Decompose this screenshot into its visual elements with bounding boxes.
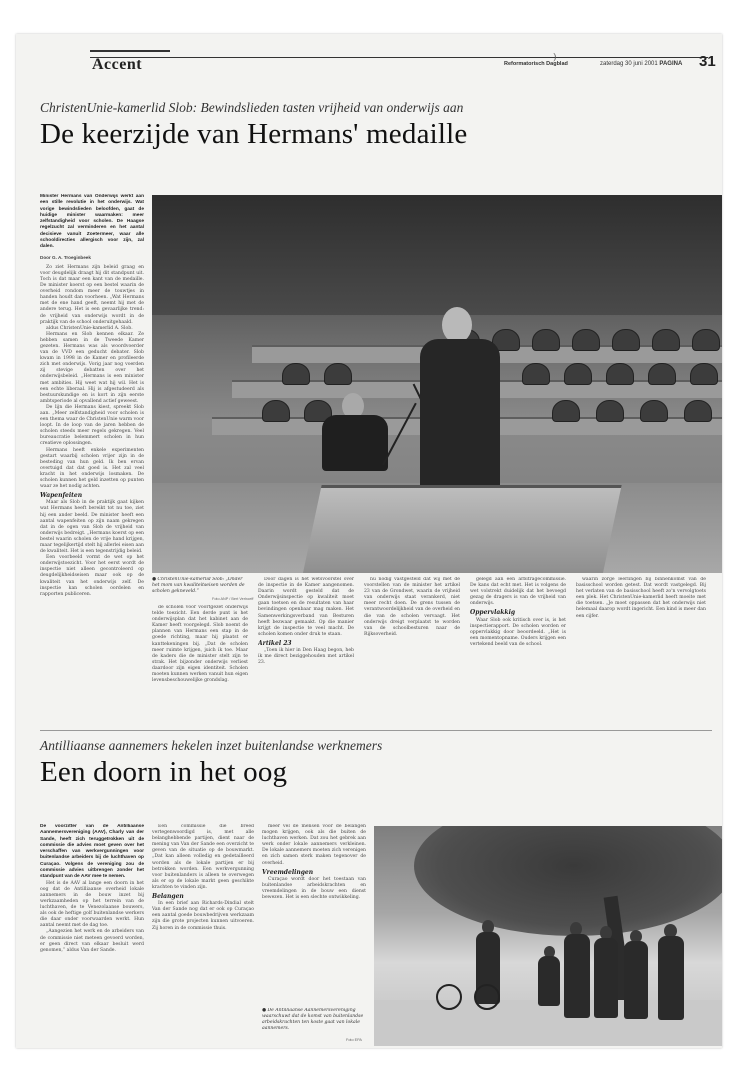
article1-paragraph: nu nodig vastgesteld dat wij met de voorstellen van de minister het artikel 23 van de Grondwet, waarin de vrijheid van onderwijs staat verankerd, niet meer recht doen. De grens tussen de verantwoordelijkheid van de overheid en die van de scholen vervaagt. Het onderwijs dreigt verplaatst te worden van de schoolbesturen naar de Rijksoverheid. bbox=[364, 577, 460, 637]
masthead-flourish-icon: ) bbox=[553, 53, 557, 63]
section-bar bbox=[90, 50, 170, 52]
photo-seat bbox=[652, 329, 680, 351]
outdoor-workers-photo bbox=[374, 826, 722, 1046]
article2-column-3 bbox=[262, 824, 366, 1004]
photo-lectern bbox=[302, 485, 621, 573]
parliament-photo bbox=[152, 195, 722, 573]
photo-seat bbox=[640, 400, 668, 422]
article2-headline: Een doorn in het oog bbox=[40, 756, 288, 788]
article2-photo-credit: Foto EPA bbox=[346, 1038, 362, 1042]
photo-figure bbox=[658, 936, 684, 1020]
photo-figure bbox=[564, 934, 590, 1018]
photo-seat bbox=[282, 363, 310, 385]
article2-paragraph: „Aangezien het werk en de arbeiders van de commissie niet meteen gevoerd worden, er geen direct van elkaar besluit werd genomen,” aldus Van der Sande. bbox=[40, 929, 144, 953]
bicycle-wheel-icon bbox=[474, 984, 500, 1010]
bullet-icon: ● bbox=[152, 577, 157, 582]
date-line bbox=[600, 61, 682, 67]
photo-figure bbox=[624, 941, 648, 1019]
photo-seat bbox=[324, 363, 352, 385]
article1-column-3 bbox=[258, 577, 354, 723]
article1-paragraph: Een voorbeeld vormt de wet op het onderwijstoezicht. Voor het eerst wordt de inspectie niet alleen gecontroleerd op deugdelijkheidseisen maar ook op de kwaliteit van het onderwijs zelf. De inspectie kan scholen oordelen en rapporten publiceren. bbox=[40, 555, 144, 597]
bullet-icon: ● bbox=[262, 1008, 267, 1013]
photo-seat bbox=[596, 400, 624, 422]
photo-seat bbox=[606, 363, 634, 385]
article1-subheading: ChristenUnie-kamerlid Slob: Bewindslieden tasten vrijheid van onderwijs aan bbox=[40, 100, 464, 115]
photo-tree-canopy bbox=[414, 826, 722, 936]
article1-column-6 bbox=[576, 577, 706, 723]
article1-headline: De keerzijde van Hermans' medaille bbox=[40, 118, 468, 150]
photo-seat bbox=[522, 363, 550, 385]
page-number: 31 bbox=[699, 53, 716, 70]
article1-paragraph: Hermans heeft enkele experimenten gestart waarbij scholen vrijer zijn in de besteding van hun geld. Ik ben ervan overtuigd dat dat goed is. Het zal veel kracht in het onderwijs losmaken. De scholen kunnen het geld inzetten op punten waar ze het nodig achten. bbox=[40, 447, 144, 490]
article1-byline: Door G. A. Troeginbeek bbox=[40, 254, 91, 260]
photo-figure bbox=[538, 956, 560, 1006]
article1-paragraph: Hermans en Slob kennen elkaar. Ze hebben samen in de Tweede Kamer gezeten. Hermans was als woordvoerder van de VVD een geducht debater. Slob kwam in 1998 in de Kamer en profileerde zich met onderwijs. Vorig jaar nog voerden zij stevige debatten over het onderwijsbeleid. „Hermans is een minister met ambities. Hij weet wat hij wil. Het is een echte liberaal. Hij is afgestudeerd als bestuurskundige en is kort in zijn eerste ambtsperiode al opvallend actief geweest. bbox=[40, 331, 144, 404]
article2-paragraph: Het is de AAV al lange een doorn in het oog dat de Antilliaanse overheid lokale aannemers in de bouw inzet bij werkzaamheden op het terrein van de luchthaven, de te Venezolaanse bouwers, als ook de heftige golf buitenlandse werkers die daar onder voorwaarden werkt. Hun aantal neemt met de dag toe. bbox=[40, 880, 144, 929]
photo-seat bbox=[612, 329, 640, 351]
photo-speaker bbox=[414, 307, 506, 507]
article1-paragraph: Maar als Slob in de praktijk gaat kijken wat Hermans heeft bereikt tot nu toe, ziet hij een ander beeld. De minister heeft een aantal wapenfeiten op zijn naam gekregen dat in de ogen van Slob de vrijheid van onderwijs bedreigt. „Hermans koerst op een bestel waarin scholen de vrije hand krijgen, maar tegelijkertijd stelt hij allerlei eisen aan de kwaliteit. Het is een tegenstrijdig beleid. bbox=[40, 500, 144, 555]
article1-intertitle: Oppervlakkig bbox=[470, 609, 516, 617]
article2-column-1 bbox=[40, 824, 144, 1046]
article1-intertitle: Wapenfeiten bbox=[40, 492, 83, 500]
photo-backwall bbox=[152, 195, 722, 315]
article2-intertitle: Vreemdelingen bbox=[262, 868, 314, 876]
article2-paragraph: Een commissie die breed vertegenwoordigd is, met alle belanghebbende partijen, dient naar de mening van Van der Sande een overzicht te geven van de situatie op de bouwmarkt. „Dat kan alleen volledig en gedetailleerd worden als de lokale partijen er bij betrokken worden. Een werkvergunning voor buitenlanders is alleen te overwegen als er op de lokale markt geen geschikte krachten te vinden zijn. bbox=[152, 824, 254, 890]
photo-seat bbox=[564, 363, 592, 385]
article1-paragraph: Waar Slob ook kritisch over is, is het inspectierapport. De scholen worden er oppervlakkig door beoordeeld. „Het is een momentopname. Ouders krijgen een vertekend beeld van de school. bbox=[470, 617, 566, 647]
photo-seat bbox=[684, 400, 712, 422]
page-label: PAGINA bbox=[659, 61, 683, 67]
article2-paragraph: meer vel de mensen voor de belangen mogen krijgen, ook als die buiten de luchthaven werken. Dat zou het gebrek aan werk onder lokale aannemers verkleinen. De lokale aannemers moeten zich verenigen en zich samen sterk maken tegenover de overheid. bbox=[262, 824, 366, 866]
header-rule bbox=[90, 57, 708, 58]
photo-seat bbox=[262, 400, 290, 422]
article-divider bbox=[40, 730, 712, 731]
page-header bbox=[16, 34, 722, 78]
article1-column-4 bbox=[364, 577, 460, 723]
photo-seat bbox=[692, 329, 720, 351]
article2-intertitle: Belangen bbox=[152, 893, 184, 901]
article1-intertitle: Artikel 23 bbox=[258, 639, 292, 647]
article1-photo-credit: Foto ANP / Bert Verhoeff bbox=[212, 597, 254, 601]
photo-seated-person bbox=[312, 393, 402, 473]
photo-seat bbox=[690, 363, 718, 385]
article1-paragraph: de scholen voor voortgezet onderwijs telde toezicht. Een derde punt is het onderwijsplan dat het kabinet aan de Kamer heeft voorgelegd. Slob noemt de plannen van Hermans een stap in de goede richting, maar hij plaatst er kanttekeningen bij. „Dat de scholen meer ruimte krijgen, juich ik toe. Maar de kaders die de minister stelt zijn te strak. Het bijzonder onderwijs verliest daardoor zijn eigen identiteit. Scholen moeten kunnen werken vanuit hun eigen levensbeschouwelijke grondslag. bbox=[152, 605, 248, 684]
section-title: Accent bbox=[92, 56, 143, 73]
article2-subheading: Antilliaanse aannemers hekelen inzet buitenlandse werknemers bbox=[40, 738, 383, 753]
article1-lead: Minister Hermans van Onderwijs werkt aan een stille revolutie in het onderwijs. Wat vorige bewindslieden beloofden, gaat de huidige minister waarmaken: meer zelfstandigheid voor scholen. De Haagse regelzucht zal verminderen en het aantal decisieve vanuit Zoetermeer, waar alle schooldirecties allergisch voor zijn, zal dalen. bbox=[40, 194, 144, 250]
photo-seat bbox=[648, 363, 676, 385]
newspaper-page bbox=[16, 34, 722, 1048]
article1-column-2 bbox=[152, 605, 248, 723]
article2-paragraph: In een brief aan Richards-Dindial stelt Van der Sande nog dat er ook op Curaçao een aantal goede bouwbedrijven werkzaam zijn die grote projecten kunnen uitvoeren. Zij horen in de commissie thuis. bbox=[152, 901, 254, 931]
article1-paragraph: „Toen ik hier in Den Haag begon, heb ik me direct beziggehouden met artikel 23. bbox=[258, 648, 354, 666]
article1-caption: ● ChristenUnie-kamerlid Slob: „Onder het mom van kwaliteitseisen worden de scholen gekneveld.” bbox=[152, 577, 245, 594]
issue-date: zaterdag 30 juni 2001 bbox=[600, 61, 658, 67]
article1-column-5 bbox=[470, 577, 566, 723]
photo-seat bbox=[572, 329, 600, 351]
article1-column-1 bbox=[40, 194, 144, 724]
article2-column-2 bbox=[152, 824, 254, 1046]
article2-caption: ● De Antilliaanse Aannemersvereniging waarschuwt dat de komst van buitenlandse arbeidskrachten ten koste gaat van lokale aannemers. bbox=[262, 1008, 364, 1031]
article1-paragraph: gelegd aan een arbitragecommissie. De kans dat echt met. Het is volgens de wet volstrekt duidelijk dat het bevoegd gezag de dragers is van de vrijheid van onderwijs. bbox=[470, 577, 566, 607]
photo-seat bbox=[552, 400, 580, 422]
article1-paragraph: Zo ziet Hermans zijn beleid graag en voor deugdelijk draagt hij dit standpunt uit. Toch is dat maar een kant van de medaille. De minister koerst op een bestel waarin de overheid rondom meer de touwtjes in handen houdt dan voorheen. „Wat Hermans met de ene hand geeft, neemt hij met de andere terug. Het is een gevaarlijke trend: de vrijheid van onderwijs wordt in de praktijk van de school onderuitgehaald. bbox=[40, 264, 144, 325]
article1-paragraph: waarin zorge leerlingen bij binnenkomst van de basisschool worden getest. Dat wordt vastgelegd. Bij het verlaten van de basisschool heeft zo'n vervolgtoets een plek. Het ChristenUnie-kamerlid heeft moeite met die toetsen. „Je moet oppassen dat het onderwijs niet helemaal daarop wordt ingericht. Een kind is meer dan een cijfer. bbox=[576, 577, 706, 619]
masthead: Reformatorisch Dagblad bbox=[504, 61, 568, 67]
article1-paragraph: De lijn die Hermans kiest, spreekt Slob aan. „Meer zelfstandigheid voor scholen is een thema waar de ChristenUnie warm voor loopt. In de loop van de jaren hebben de scholen steeds meer regels gekregen. Veel bureaucratie belemmert scholen in hun creatieve oplossingen. bbox=[40, 404, 144, 447]
article2-lead: De voorzitter van de Antilliaanse Aannemersvereniging (AAV), Charly van der Sande, heeft zich teruggetrokken uit de commissie die advies moet geven over het verschaffen van werkvergunningen voor buitenlandse arbeiders bij de luchthaven op Curaçao. Volgens de vereniging zou de commissie advies uitbrengen zonder het standpunt van de AAV mee te nemen. bbox=[40, 824, 144, 880]
photo-figure bbox=[594, 938, 618, 1018]
bicycle-wheel-icon bbox=[436, 984, 462, 1010]
article2-paragraph: Curaçao wordt door het toestaan van buitenlandse arbeidskrachten en vreemdelingen in de bouw een dienst bewezen. Het is een slechte ontwikkeling. bbox=[262, 876, 366, 901]
photo-seat bbox=[532, 329, 560, 351]
article1-paragraph: Door dagen is het wetsvoorstel over de inspectie in de Kamer aangenomen. Daarin wordt gesteld dat de Onderwijsinspectie op kwaliteit moet gaan toetsen en de resultaten van haar bevindingen openbaar mag maken. Het Samenwerkingsverband van Besturen heeft bezwaar gemaakt. Op die manier krijgt de inspectie te veel macht. De scholen komen onder druk te staan. bbox=[258, 577, 354, 637]
article1-paragraph: aldus ChristenUnie-kamerlid A. Slob. bbox=[46, 325, 133, 331]
